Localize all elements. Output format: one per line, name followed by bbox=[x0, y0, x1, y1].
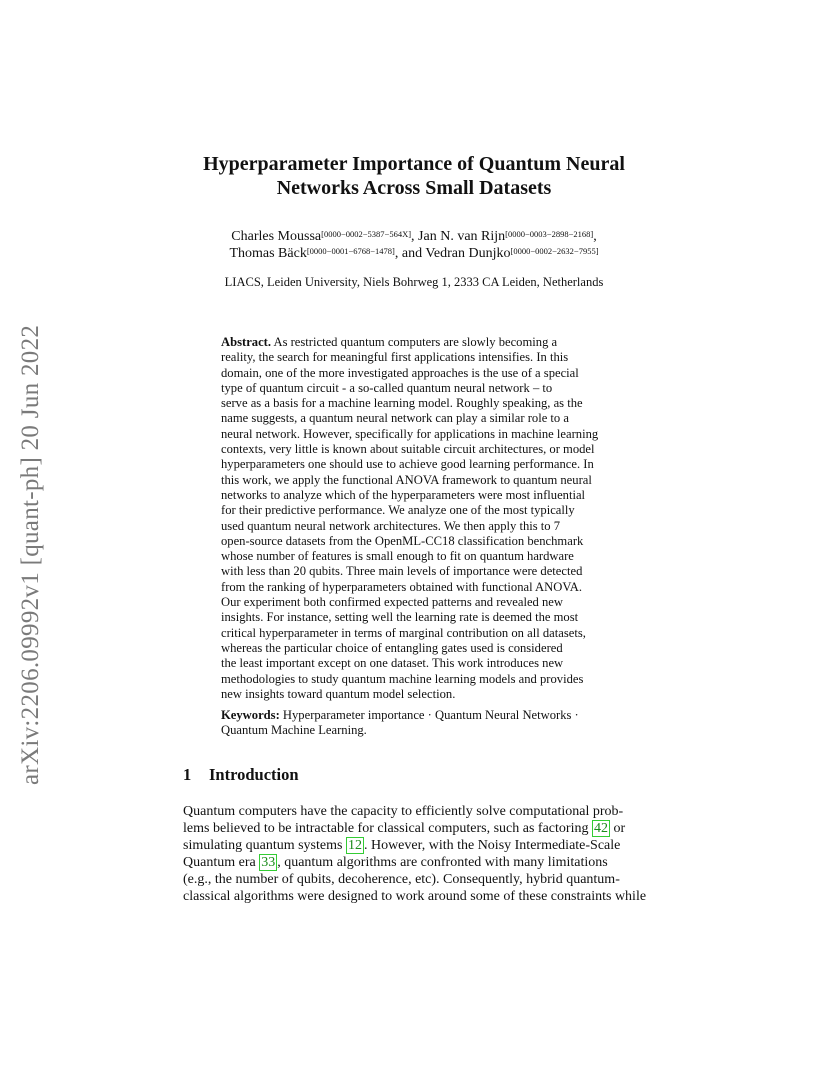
intro-text: , quantum algorithms are confronted with many limitations bbox=[277, 855, 608, 871]
abstract-line: reality, the search for meaningful first applications intensifies. In this bbox=[221, 350, 569, 365]
author-line bbox=[150, 228, 678, 245]
abstract-line: name suggests, a quantum neural network can play a similar role to a bbox=[221, 411, 569, 426]
abstract-line: from the ranking of hyperparameters obtained with functional ANOVA. bbox=[221, 579, 583, 594]
paper-title bbox=[160, 152, 668, 200]
author-list bbox=[150, 228, 678, 262]
abstract-line: this work, we apply the functional ANOVA framework to quantum neural bbox=[221, 472, 592, 487]
arxiv-identifier: arXiv:2206.09992v1 [quant-ph] 20 Jun 2022 bbox=[17, 324, 44, 785]
author-line bbox=[150, 245, 678, 262]
intro-text: lems believed to be intractable for classical computers, such as factoring bbox=[183, 821, 592, 837]
keywords bbox=[221, 708, 614, 739]
abstract-text: As restricted quantum computers are slowly becoming a bbox=[271, 335, 558, 349]
abstract-line: serve as a basis for a machine learning model. Roughly speaking, as the bbox=[221, 396, 583, 411]
intro-text: simulating quantum systems bbox=[183, 838, 346, 854]
intro-text: or bbox=[609, 821, 626, 837]
abstract-line: networks to analyze which of the hyperparameters were most influential bbox=[221, 487, 586, 502]
title-line: Networks Across Small Datasets bbox=[276, 177, 552, 199]
abstract-line: for their predictive performance. We analyze one of the most typically bbox=[221, 503, 575, 518]
abstract-line: open-source datasets from the OpenML-CC18 classification benchmark bbox=[221, 533, 584, 548]
intro-text: . However, with the Noisy Intermediate-Scale bbox=[363, 838, 621, 854]
intro-text: Quantum era bbox=[183, 855, 260, 871]
abstract-line: critical hyperparameter in terms of marginal contribution on all datasets, bbox=[221, 625, 586, 640]
title-line: Hyperparameter Importance of Quantum Neural bbox=[203, 153, 625, 175]
orcid: [0000−0003−2898−2168] bbox=[505, 229, 594, 239]
intro-paragraph bbox=[183, 803, 653, 906]
abstract-line: new insights toward quantum model selection. bbox=[221, 686, 456, 701]
intro-line bbox=[183, 854, 653, 871]
author-name: , Jan N. van Rijn bbox=[411, 229, 506, 244]
intro-line: Quantum computers have the capacity to efficiently solve computational prob- bbox=[183, 804, 624, 819]
intro-line: (e.g., the number of qubits, decoherence, etc). Consequently, hybrid quantum- bbox=[183, 872, 620, 888]
orcid: [0000−0002−5387−564X] bbox=[321, 229, 412, 239]
abstract-line: with less than 20 qubits. Three main levels of importance were detected bbox=[221, 564, 583, 579]
intro-line bbox=[183, 820, 653, 837]
intro-line bbox=[183, 837, 653, 854]
affiliation: LIACS, Leiden University, Niels Bohrweg 1, 2333 CA Leiden, Netherlands bbox=[224, 275, 604, 289]
orcid: [0000−0002−2632−7955] bbox=[510, 246, 599, 256]
section-heading bbox=[183, 765, 299, 785]
orcid: [0000−0001−6768−1478] bbox=[306, 246, 395, 256]
keywords-line bbox=[221, 708, 614, 723]
keywords-label: Keywords: bbox=[221, 708, 280, 722]
abstract-line: insights. For instance, setting well the learning rate is deemed the most bbox=[221, 610, 579, 625]
author-name: Thomas Bäck bbox=[229, 246, 307, 261]
abstract bbox=[221, 335, 614, 702]
section-title: Introduction bbox=[209, 765, 299, 784]
citation-link[interactable]: 12 bbox=[347, 838, 362, 854]
abstract-line: type of quantum circuit - a so-called quantum neural network – to bbox=[221, 380, 553, 395]
abstract-line: the least important except on one dataset. This work introduces new bbox=[221, 656, 564, 671]
abstract-line: Our experiment both confirmed expected patterns and revealed new bbox=[221, 595, 563, 610]
keywords-line: Quantum Machine Learning. bbox=[221, 723, 367, 738]
author-name: , and Vedran Dunjko bbox=[394, 246, 511, 261]
abstract-line: methodologies to study quantum machine learning models and provides bbox=[221, 671, 584, 686]
abstract-line: used quantum neural network architectures. We then apply this to 7 bbox=[221, 518, 561, 533]
abstract-line: whereas the particular choice of entangling gates used is considered bbox=[221, 640, 563, 655]
abstract-line: whose number of features is small enough to fit on quantum hardware bbox=[221, 549, 574, 564]
abstract-line: hyperparameters one should use to achieve good learning performance. In bbox=[221, 457, 594, 472]
citation-link[interactable]: 42 bbox=[593, 821, 608, 837]
author-name: Charles Moussa bbox=[231, 229, 322, 244]
abstract-line: neural network. However, specifically for applications in machine learning bbox=[221, 426, 599, 441]
intro-line: classical algorithms were designed to work around some of these constraints while bbox=[183, 889, 647, 905]
abstract-line bbox=[221, 335, 614, 350]
citation-link[interactable]: 33 bbox=[261, 855, 276, 871]
abstract-label: Abstract. bbox=[221, 335, 272, 349]
abstract-line: domain, one of the more investigated approaches is the use of a special bbox=[221, 365, 579, 380]
author-separator: , bbox=[593, 229, 597, 244]
section-number: 1 bbox=[183, 765, 192, 784]
abstract-line: contexts, very little is known about suitable circuit architectures, or model bbox=[221, 442, 595, 457]
keywords-text: Hyperparameter importance · Quantum Neural Networks · bbox=[279, 708, 579, 722]
